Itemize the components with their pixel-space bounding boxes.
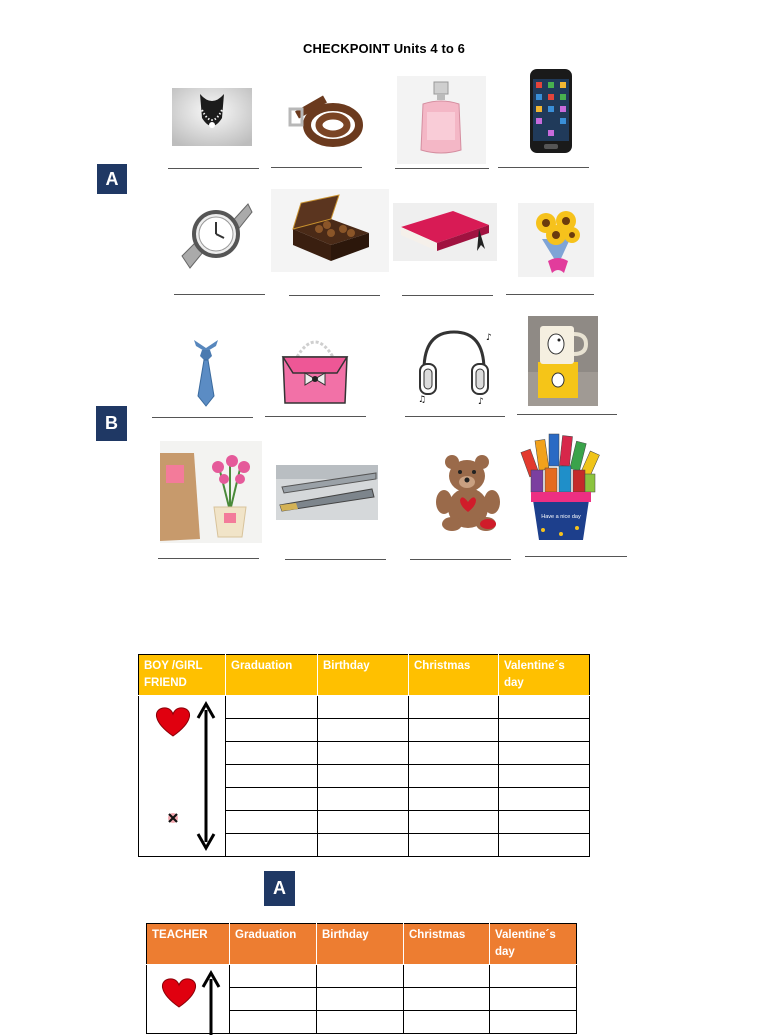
chocolate-box-picture [271,189,389,272]
header-teacher: TEACHER [147,924,230,965]
table-cell[interactable] [499,719,590,742]
potted-flowers-picture [160,441,262,543]
table-cell[interactable] [318,742,409,765]
table-cell[interactable] [226,719,318,742]
table-cell[interactable] [318,834,409,857]
answer-line [271,167,362,168]
sunflower-bouquet-picture [518,203,594,277]
table-cell[interactable] [409,788,499,811]
table-cell[interactable] [499,834,590,857]
table-cell[interactable] [499,696,590,719]
perfume-picture [397,76,486,164]
belt-picture [287,89,365,151]
table-cell[interactable] [230,988,317,1011]
svg-text:♪: ♪ [486,333,492,343]
preference-scale-cell [139,696,226,857]
mug-picture [528,316,598,406]
table-cell[interactable] [499,742,590,765]
table-cell[interactable] [409,834,499,857]
table-cell[interactable] [230,965,317,988]
candy-bouquet-picture [517,430,605,542]
gift-table-boyfriend [138,654,590,857]
answer-line [402,295,493,296]
table-cell[interactable] [490,965,577,988]
watch-picture [178,198,254,272]
tie-picture [170,334,244,410]
table-cell[interactable] [318,719,409,742]
header-valentines-day: Valentine´s day [490,924,577,965]
answer-line [498,167,589,168]
header-graduation: Graduation [226,655,318,696]
table-cell[interactable] [409,696,499,719]
table-row [147,965,577,988]
table-cell[interactable] [317,965,404,988]
table-cell[interactable] [226,696,318,719]
table-cell[interactable] [226,788,318,811]
table-cell[interactable] [499,788,590,811]
answer-line [265,416,366,417]
answer-line [285,559,386,560]
up-arrow-icon [203,973,219,1035]
table-cell[interactable] [318,811,409,834]
answer-line [152,417,253,418]
header-graduation: Graduation [230,924,317,965]
heart-icon [156,708,189,736]
table-cell[interactable] [226,765,318,788]
answer-line [410,559,511,560]
answer-line [405,416,505,417]
table-header-row [147,924,577,965]
table-cell[interactable] [317,988,404,1011]
handbag-picture [277,327,354,407]
answer-line [517,414,617,415]
diary-picture [393,203,497,261]
answer-line [158,558,259,559]
double-arrow-icon [198,704,214,848]
table-cell[interactable] [409,765,499,788]
table-cell[interactable] [317,1011,404,1034]
candy-card-text: Have a nice day [541,514,581,520]
svg-text:♫: ♫ [418,395,427,405]
table-cell[interactable] [318,696,409,719]
table-cell[interactable] [226,834,318,857]
headphones-picture [414,324,494,406]
teddy-bear-picture [432,452,504,532]
table-cell[interactable] [226,811,318,834]
table-cell[interactable] [318,765,409,788]
header-valentines-day: Valentine´s day [499,655,590,696]
pens-picture [276,465,378,520]
section-a-badge-bottom: A [264,871,295,906]
table-cell[interactable] [490,988,577,1011]
table-cell[interactable] [404,988,490,1011]
table-cell[interactable] [318,788,409,811]
header-birthday: Birthday [317,924,404,965]
table-cell[interactable] [404,965,490,988]
answer-line [168,168,259,169]
header-christmas: Christmas [404,924,490,965]
smartphone-picture [528,68,574,154]
answer-line [395,168,489,169]
necklace-picture [172,88,252,146]
table-cell[interactable] [490,1011,577,1034]
table-cell[interactable] [409,742,499,765]
header-christmas: Christmas [409,655,499,696]
svg-text:♪: ♪ [478,397,484,406]
table-header-row [139,655,590,696]
cross-icon [168,813,178,823]
table-cell[interactable] [226,742,318,765]
heart-icon [162,979,195,1007]
section-b-badge: B [96,406,127,441]
table-row [139,696,590,719]
table-cell[interactable] [499,765,590,788]
table-cell[interactable] [230,1011,317,1034]
header-birthday: Birthday [318,655,409,696]
gift-table-teacher [146,923,577,1034]
answer-line [525,556,627,557]
answer-line [506,294,594,295]
table-cell[interactable] [409,719,499,742]
table-cell[interactable] [404,1011,490,1034]
page-title: CHECKPOINT Units 4 to 6 [303,41,465,56]
table-cell[interactable] [409,811,499,834]
table-cell[interactable] [499,811,590,834]
answer-line [174,294,265,295]
answer-line [289,295,380,296]
section-a-badge: A [97,164,127,194]
preference-scale-cell [147,965,230,1034]
header-boy-girl-friend: BOY /GIRL FRIEND [139,655,226,696]
